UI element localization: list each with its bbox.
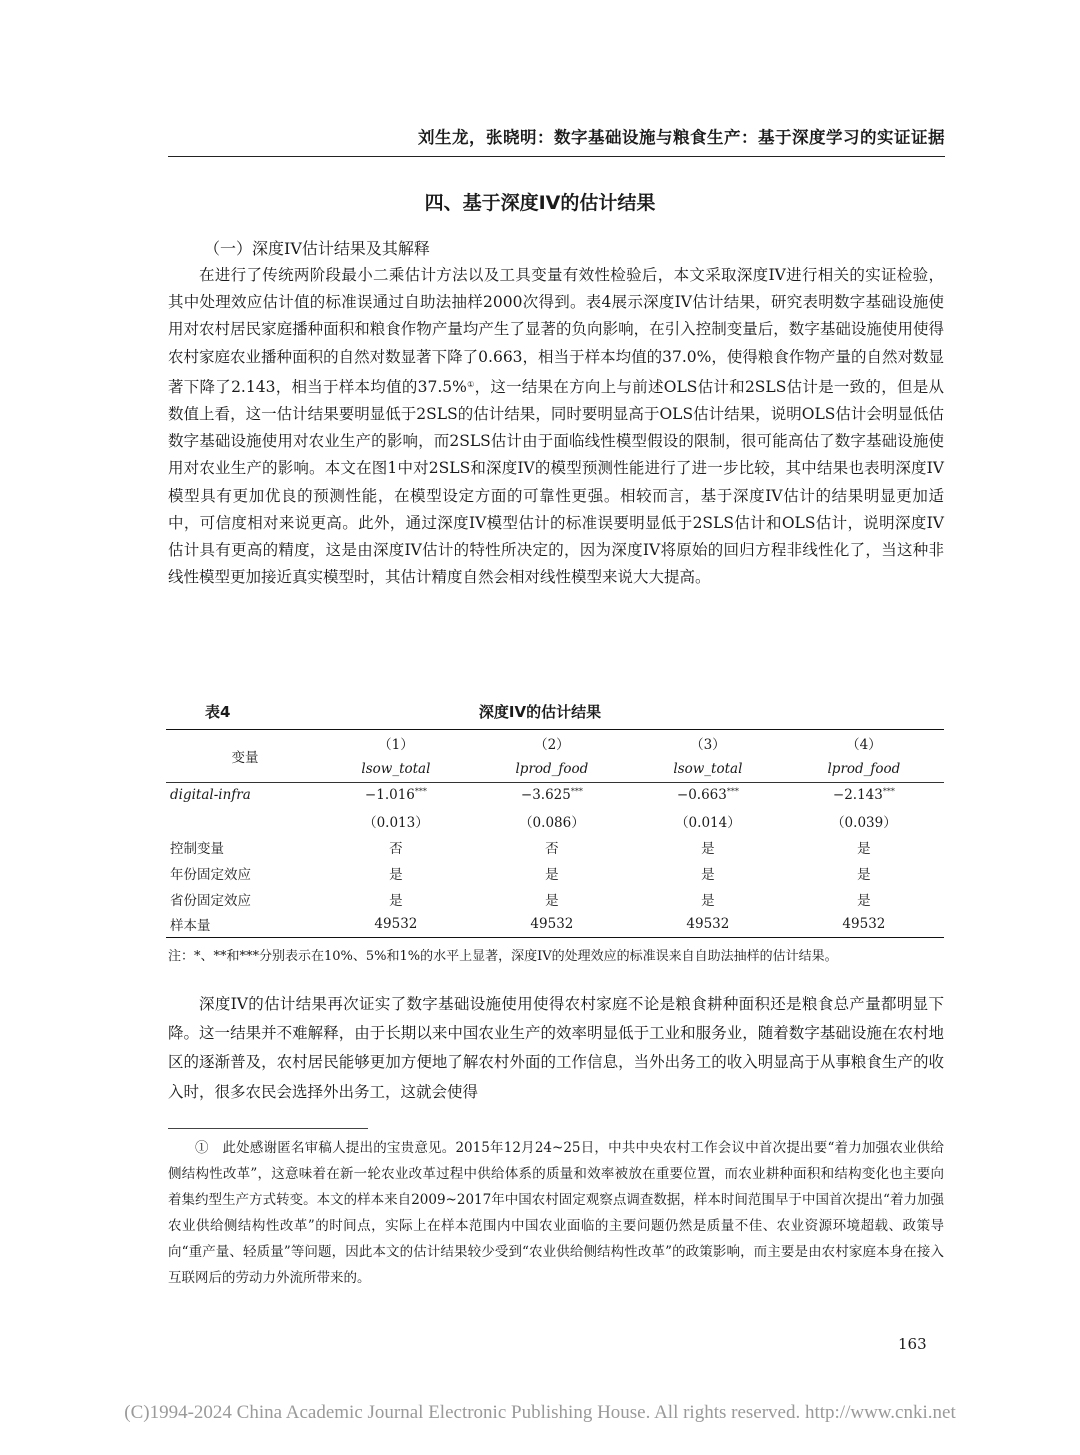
body-paragraph-2: 深度IV的估计结果再次证实了数字基础设施使用使得农村家庭不论是粮食耕种面积还是粮食总产量都明显下降。这一结果并不难解释，由于长期以来中国农业生产的效率明显低于工业和服务业，随着数字基础设施在农村地区的逐渐普及，农村居民能够更加方便地了解农村外面的工作信息，当外出务工的收入明显高于从事粮食生产的收入时，很多农民会选择外出务工，这就会使得 xyxy=(168,995,944,1101)
table-label: 表4 xyxy=(205,703,231,721)
table-title: 深度IV的估计结果 xyxy=(478,703,602,721)
table-cell: 49532 xyxy=(472,912,632,938)
table-cell: 是 xyxy=(389,892,403,909)
table-cell: 是 xyxy=(545,892,559,909)
col-num: （3） xyxy=(632,730,784,756)
table-cell: 是 xyxy=(701,866,715,883)
paragraph-1-text-b: ，这一结果在方向上与前述OLS估计和2SLS估计是一致的，但是从数值上看，这一估计结果要明显低于2SLS的估计结果，同时要明显高于OLS估计结果，说明OLS估计会明显低估数字基础设施使用对农业生产的影响，而2SLS估计由于面临线性模型假设的限制，很可能高估了数字基础设施使用对农业生产的影响。本文在图1中对2SLS和深度IV的模型预测性能进行了进一步比较，其中结果也表明深度IV模型具有更加优良的预测性能，在模型设定方面的可靠性更强。相较而言，基于深度IV估计的结果明显更加适中，可信度相对来说更高。此外，通过深度IV模型估计的标准误要明显低于2SLS估计和OLS估计，说明深度IV估计具有更高的精度，这是由深度IV估计的特性所决定的，因为深度IV将原始的回归方程非线性化了，当这种非线性模型更加接近真实模型时，其估计精度自然会相对线性模型来说大大提高。 xyxy=(168,377,945,587)
col-depvar: lsow_total xyxy=(632,756,784,782)
page-number: 163 xyxy=(898,1335,927,1353)
section-title: 四、基于深度IV的估计结果 xyxy=(424,192,656,214)
table-row xyxy=(166,886,944,912)
table-row xyxy=(166,834,944,860)
table-cell: 是 xyxy=(545,866,559,883)
table-row xyxy=(166,912,944,938)
se-cell: （0.086） xyxy=(519,815,585,832)
results-table xyxy=(166,729,944,938)
table-cell: 是 xyxy=(857,841,871,858)
table-row xyxy=(166,860,944,886)
coef-cell: −2.143*** xyxy=(832,787,895,804)
paragraph-1-text-a: 在进行了传统两阶段最小二乘估计方法以及工具变量有效性检验后，本文采取深度IV进行相关的实证检验，其中处理效应估计值的标准误通过自助法抽样2000次得到。表4展示深度IV估计结果，研究表明数字基础设施使用对农村居民家庭播种面积和粮食作物产量均产生了显著的负向影响，在引入控制变量后，数字基础设施使用使得农村家庭农业播种面积的自然对数显著下降了0.663，相当于样本均值的37.0%，使得粮食作物产量的自然对数显著下降了2.143，相当于样本均值的37.5% xyxy=(168,266,944,396)
footnote-marker: ① xyxy=(466,379,475,389)
se-cell: （0.013） xyxy=(363,815,429,832)
table-cell: 是 xyxy=(857,892,871,909)
table-cell: 否 xyxy=(389,841,403,858)
col-num: （4） xyxy=(784,730,944,756)
se-cell: （0.039） xyxy=(831,815,897,832)
coef-cell: −1.016*** xyxy=(364,787,427,804)
row-label: 控制变量 xyxy=(170,841,224,858)
col-num: （2） xyxy=(472,730,632,756)
row-label: 样本量 xyxy=(166,912,320,938)
table-cell: 是 xyxy=(857,866,871,883)
coef-cell: −0.663*** xyxy=(676,787,739,804)
table-cell: 49532 xyxy=(784,912,944,938)
table-cell: 是 xyxy=(701,841,715,858)
col-num: （1） xyxy=(320,730,472,756)
col-depvar: lsow_total xyxy=(320,756,472,782)
running-header: 刘生龙，张晓明：数字基础设施与粮食生产：基于深度学习的实证证据 xyxy=(168,120,945,157)
table-cell: 是 xyxy=(701,892,715,909)
se-cell: （0.014） xyxy=(675,815,741,832)
footnote-divider xyxy=(168,1128,368,1129)
col-depvar: lprod_food xyxy=(784,756,944,782)
coef-label: digital-infra xyxy=(170,787,251,804)
row-label: 省份固定效应 xyxy=(170,892,251,909)
table-cell: 49532 xyxy=(320,912,472,938)
body-paragraph-1 xyxy=(168,262,944,591)
table-cell: 49532 xyxy=(632,912,784,938)
subsection-heading: （一）深度IV估计结果及其解释 xyxy=(204,239,430,258)
table-cell: 否 xyxy=(545,841,559,858)
table-note: 注：*、**和***分别表示在10%、5%和1%的水平上显著，深度IV的处理效应的标准误来自自助法抽样的估计结果。 xyxy=(168,949,838,964)
variable-header: 变量 xyxy=(166,730,320,783)
footnote xyxy=(168,1135,944,1291)
table-header-row xyxy=(166,730,944,756)
coef-row xyxy=(166,782,944,808)
col-depvar: lprod_food xyxy=(472,756,632,782)
footnote-marker: ① xyxy=(195,1140,209,1156)
coef-cell: −3.625*** xyxy=(520,787,583,804)
footnote-text: 此处感谢匿名审稿人提出的宝贵意见。2015年12月24~25日，中共中央农村工作会议中首次提出要“着力加强农业供给侧结构性改革”，这意味着在新一轮农业改革过程中供给体系的质量和效率被放在重要位置，而农业耕种面积和结构变化也主要向着集约型生产方式转变。本文的样本来自2009~2017年中国农村固定观察点调查数据，样本时间范围早于中国首次提出“着力加强农业供给侧结构性改革”的时间点，实际上在样本范围内中国农业面临的主要问题仍然是质量不佳、农业资源环境超载、政策导向“重产量、轻质量”等问题，因此本文的估计结果较少受到“农业供给侧结构性改革”的政策影响，而主要是由农村家庭本身在接入互联网后的劳动力外流所带来的。 xyxy=(168,1140,945,1286)
copyright-watermark: (C)1994-2024 China Academic Journal Electronic Publishing House. All rights reserved. http://www.cnki.net xyxy=(124,1402,956,1423)
row-label: 年份固定效应 xyxy=(170,866,251,883)
se-row xyxy=(166,808,944,834)
table-cell: 是 xyxy=(389,866,403,883)
